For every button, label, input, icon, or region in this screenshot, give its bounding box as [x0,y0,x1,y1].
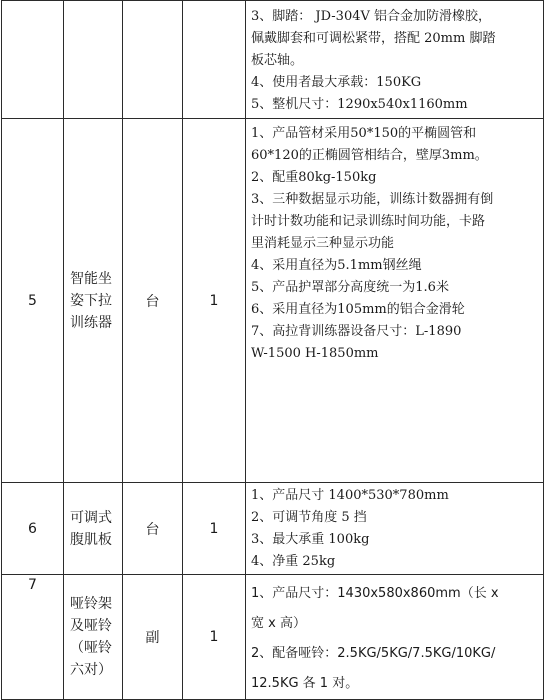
spec-line: 3、脚踏： JD-304V 铝合金加防滑橡胶， [251,9,492,24]
spec-line: 7、高拉背训练器设备尺寸：L-1890 [251,324,462,339]
item-quantity-cell [183,1,246,119]
spec-line: 2、配备哑铃：2.5KG/5KG/7.5KG/10KG/ [251,646,496,661]
table-row [2,483,544,575]
item-number-cell: 6 [2,483,64,575]
spec-line: 3、三种数据显示功能，训练计数器拥有倒 [251,192,494,207]
spec-line: 60*120的正椭圆管相结合，壁厚3mm。 [251,148,488,163]
item-quantity-cell: 1 [183,575,246,700]
item-quantity-cell: 1 [183,483,246,575]
spec-line: W-1500 H-1850mm [251,346,379,361]
item-number-cell: 5 [2,119,64,483]
item-spec-cell [246,575,544,700]
item-quantity-cell: 1 [183,119,246,483]
spec-line: 5、产品护罩部分高度统一为1.6米 [251,280,449,295]
spec-line: 4、采用直径为5.1mm钢丝绳 [251,258,422,273]
item-name-cell [64,1,123,119]
item-number-cell: 7 [2,575,64,700]
spec-line: 1、产品尺寸 1400*530*780mm [251,488,449,503]
spec-line: 2、可调节角度 5 挡 [251,510,367,525]
spec-line: 6、采用直径为105mm的铝合金滑轮 [251,302,465,317]
item-spec-cell [246,119,544,483]
spec-line: 5、整机尺寸：1290x540x1160mm [251,97,468,112]
spec-line: 4、使用者最大承载：150KG [251,75,422,90]
spec-line: 1、产品尺寸：1430x580x860mm（长 x [251,586,499,601]
item-name-cell: 可调式腹肌板 [64,483,123,575]
table-row [2,575,544,700]
table-row [2,119,544,483]
item-spec-cell [246,1,544,119]
spec-line: 计时计数功能和记录训练时间功能，卡路 [251,214,486,229]
spec-line: 3、最大承重 100kg [251,532,370,547]
item-unit-cell: 台 [123,483,183,575]
item-name-cell: 智能坐姿下拉训练器 [64,119,123,483]
table-row [2,1,544,119]
equipment-spec-table [1,0,544,700]
spec-line: 1、产品管材采用50*150的平椭圆管和 [251,126,477,141]
spec-line: 里消耗显示三种显示功能 [251,236,395,251]
spec-line: 宽 x 高） [251,616,306,631]
item-unit-cell [123,1,183,119]
item-spec-cell [246,483,544,575]
spec-line: 佩戴脚套和可调松紧带，搭配 20mm 脚踏 [251,31,496,46]
item-name-cell: 哑铃架及哑铃（哑铃六对） [64,575,123,700]
spec-line: 2、配重80kg-150kg [251,170,377,185]
item-number-cell [2,1,64,119]
spec-line: 12.5KG 各 1 对。 [251,676,359,691]
spec-line: 板芯轴。 [251,53,304,68]
item-unit-cell: 副 [123,575,183,700]
item-unit-cell: 台 [123,119,183,483]
spec-line: 4、净重 25kg [251,554,336,569]
